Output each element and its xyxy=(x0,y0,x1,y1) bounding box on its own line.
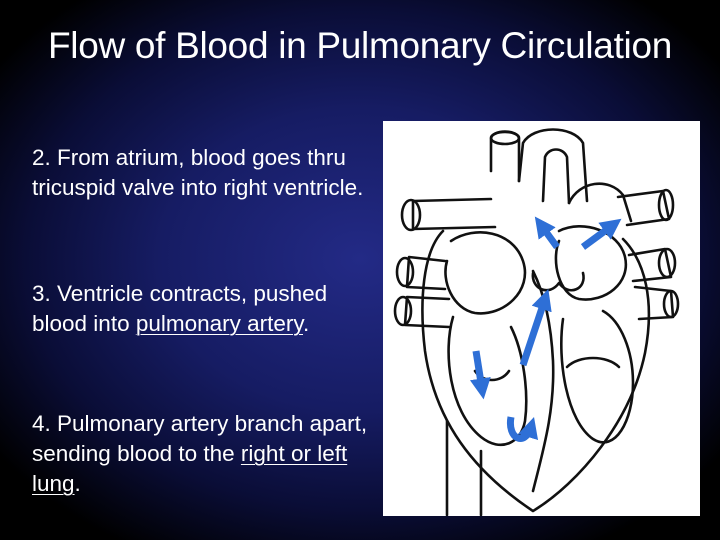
u-turn-arrow-icon xyxy=(510,417,531,438)
bullet-atrium-to-ventricle xyxy=(32,143,377,203)
heart-illustration xyxy=(383,121,700,516)
flow-arrow-icon xyxy=(476,351,482,389)
lung-term: right or left lung xyxy=(32,441,348,496)
slide-title: Flow of Blood in Pulmonary Circulation xyxy=(47,25,673,66)
flow-arrow-icon xyxy=(523,299,545,365)
bullet-artery-branches xyxy=(32,409,377,499)
bullet-text: 3. Ventricle contracts, pushed blood into xyxy=(32,281,328,336)
bullet-period: . xyxy=(74,471,81,496)
bullet-text: 4. Pulmonary artery branch apart, sending blood to the xyxy=(32,411,368,466)
bullet-text: 2. From atrium, blood goes thru tricuspid valve into right ventricle. xyxy=(32,145,364,200)
flow-arrows xyxy=(476,225,613,438)
bullet-period: . xyxy=(303,311,310,336)
heart-diagram xyxy=(383,121,700,516)
bullet-ventricle-contracts xyxy=(32,279,377,339)
pulmonary-artery-term: pulmonary artery xyxy=(135,311,303,336)
flow-arrow-icon xyxy=(541,225,557,247)
